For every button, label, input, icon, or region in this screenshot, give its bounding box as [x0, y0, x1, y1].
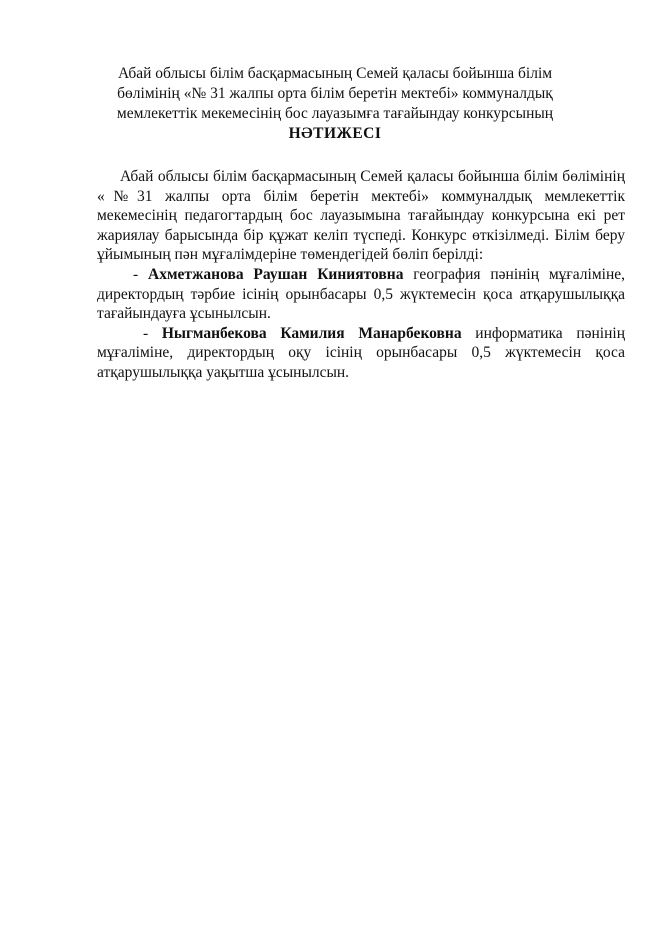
- appointment-item-2: [97, 324, 625, 383]
- header-line-1: Абай облысы білім басқармасының Семей қаласы бойынша білім: [117, 65, 553, 82]
- item-2-name: Ныгманбекова Камилия Манарбековна: [161, 324, 462, 342]
- intro-paragraph: Абай облысы білім басқармасының Семей қаласы бойынша білім бөлімінің «№31 жалпы орта білім беретін мектебі» коммуналдық мемлекеттік мекемесінің педагогтардың бос лауазымына тағайындау конкурсына екі рет жариялау барысында бір құжат келіп түспеді. Конкурс өткізілмеді. Білім беру ұйымының пән мұғалімдеріне төмендегідей бөліп берілді:: [97, 168, 625, 264]
- document-header: [100, 64, 570, 144]
- item-1-prefix: -: [133, 265, 148, 283]
- document-body: [97, 167, 625, 383]
- header-line-2: бөлімінің «№ 31 жалпы орта білім беретін мектебі» коммуналдық: [117, 85, 553, 102]
- document-title: НӘТИЖЕСІ: [288, 125, 382, 142]
- item-2-text: информатика пәнінің мұғаліміне, директордың оқу ісінің орынбасары 0,5 жүктемесін қоса атқарушылыққа уақытша ұсынылсын.: [97, 324, 626, 381]
- header-line-3: мемлекеттік мекемесінің бос лауазымға тағайындау конкурсының: [116, 105, 554, 122]
- item-1-name: Ахметжанова Раушан Киниятовна: [148, 265, 404, 283]
- item-2-prefix: -: [143, 324, 162, 342]
- appointment-item-1: [97, 265, 625, 324]
- item-1-text: география пәнінің мұғаліміне, директордың тәрбие ісінің орынбасары 0,5 жүктемесін қоса атқарушылыққа тағайындауға ұсынылсын.: [97, 265, 625, 323]
